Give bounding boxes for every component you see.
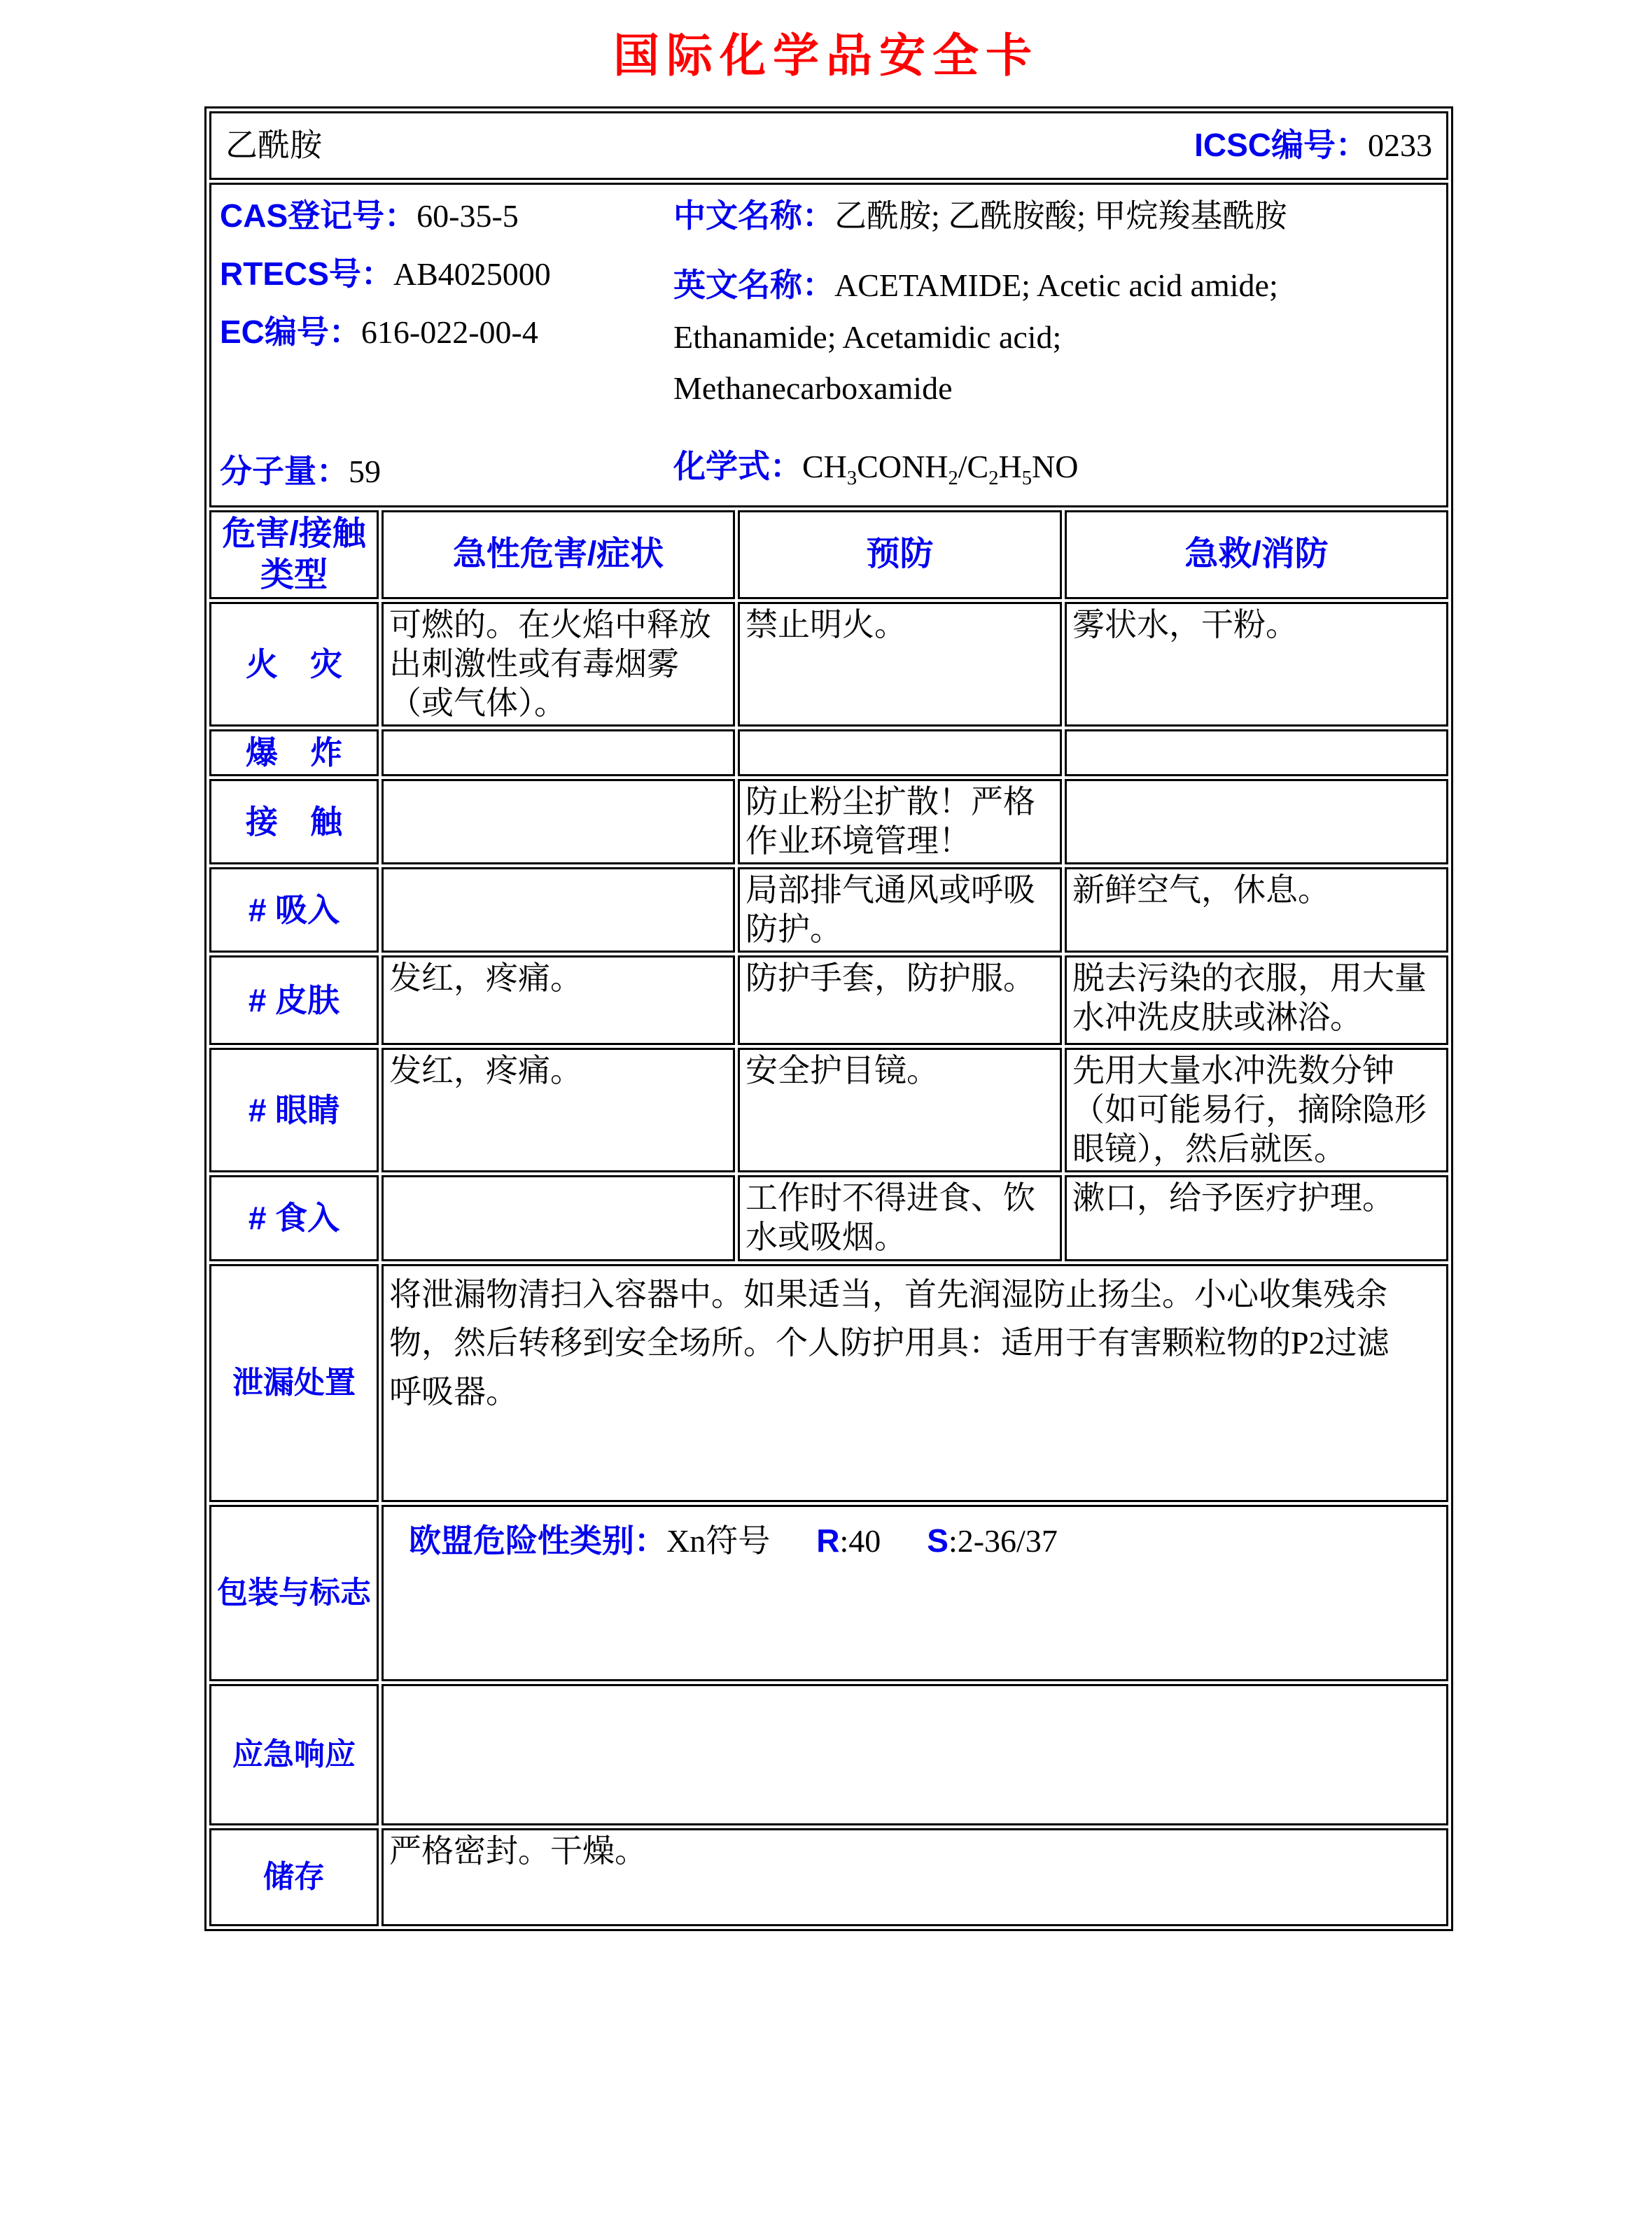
hazard-header-type: 危害/接触类型 [209, 510, 379, 599]
ingestion-firstaid-cell: 漱口，给予医疗护理。 [1065, 1175, 1448, 1261]
hazard-row-skin [209, 955, 1448, 1045]
storage-section-content-cell: 严格密封。干燥。 [382, 1828, 1448, 1926]
card-header-cell [209, 111, 1448, 180]
contact-prevention-cell: 防止粉尘扩散！严格作业环境管理！ [738, 779, 1062, 864]
ingestion-symptoms-cell [382, 1175, 735, 1261]
icsc-card [204, 106, 1445, 1931]
hazard-row-ingestion [209, 1175, 1448, 1261]
fire-symptoms-cell: 可燃的。在火焰中释放出刺激性或有毒烟雾（或气体）。 [382, 602, 735, 727]
skin-prevention-cell: 防护手套，防护服。 [738, 955, 1062, 1045]
contact-symptoms-cell [382, 779, 735, 864]
hazard-header-firstaid: 急救/消防 [1065, 510, 1448, 599]
english-name-label: 英文名称： [673, 267, 834, 304]
explosion-type-cell: 爆 炸 [209, 729, 379, 776]
chinese-name-value: 乙酰胺; 乙酰胺酸; 甲烷羧基酰胺 [834, 198, 1287, 234]
spill-section-content: 将泄漏物清扫入容器中。如果适当，首先润湿防止扬尘。小心收集残余物，然后转移到安全场所。个人防护用具：适用于有害颗粒物的P2过滤呼吸器。 [389, 1276, 1390, 1410]
identifiers-row [209, 183, 1448, 507]
english-name-line [673, 260, 1307, 414]
eyes-prevention-cell: 安全护目镜。 [738, 1048, 1062, 1172]
explosion-prevention-cell [738, 729, 1062, 776]
eu-hazard-class-line [389, 1508, 1441, 1561]
identifiers-left-column [220, 196, 673, 498]
hazard-header-row [209, 510, 1448, 599]
substance-name: 乙酰胺 [225, 127, 322, 163]
cas-value: 60-35-5 [416, 198, 519, 234]
packaging-section-row [209, 1505, 1448, 1681]
spill-section-content-cell [382, 1264, 1448, 1502]
inhalation-symptoms-cell [382, 867, 735, 953]
hazard-row-eyes [209, 1048, 1448, 1172]
inhalation-firstaid-cell: 新鲜空气，休息。 [1065, 867, 1448, 953]
eu-hazard-class-value: Xn符号 [666, 1522, 771, 1559]
emergency-section-label: 应急响应 [209, 1684, 379, 1825]
emergency-section-content-cell [382, 1684, 1448, 1825]
rtecs-line [220, 254, 673, 294]
eu-hazard-class-label: 欧盟危险性类别： [409, 1522, 666, 1559]
r-phrase-value: :40 [839, 1522, 881, 1559]
chinese-name-line [673, 196, 1438, 236]
formula-value: $CH_3CONH_2/C_2H_5NO$ [802, 449, 1079, 490]
spill-section-row [209, 1264, 1448, 1502]
hazard-row-contact [209, 779, 1448, 864]
emergency-section-row [209, 1684, 1448, 1825]
card-header-row [209, 111, 1448, 180]
formula-line [673, 447, 1438, 491]
eyes-type-cell: # 眼睛 [209, 1048, 379, 1172]
inhalation-prevention-cell: 局部排气通风或呼吸防护。 [738, 867, 1062, 953]
skin-symptoms-cell: 发红，疼痛。 [382, 955, 735, 1045]
cas-label: CAS登记号： [220, 197, 417, 234]
skin-firstaid-cell: 脱去污染的衣服，用大量水冲洗皮肤或淋浴。 [1065, 955, 1448, 1045]
molecular-weight-value: 59 [349, 453, 381, 489]
eyes-firstaid-cell: 先用大量水冲洗数分钟（如可能易行，摘除隐形眼镜），然后就医。 [1065, 1048, 1448, 1172]
hazard-row-inhalation [209, 867, 1448, 953]
contact-firstaid-cell [1065, 779, 1448, 864]
packaging-section-content-cell [382, 1505, 1448, 1681]
ingestion-type-cell: # 食入 [209, 1175, 379, 1261]
ec-label: EC编号： [220, 314, 361, 351]
hazard-header-symptoms: 急性危害/症状 [382, 510, 735, 599]
identifiers-cell [209, 183, 1448, 507]
rtecs-label: RTECS号： [220, 255, 393, 293]
molecular-weight-label: 分子量： [220, 452, 349, 489]
fire-prevention-cell: 禁止明火。 [738, 602, 1062, 727]
explosion-symptoms-cell [382, 729, 735, 776]
packaging-section-label: 包装与标志 [209, 1505, 379, 1681]
icsc-sheet-table [204, 106, 1453, 1931]
storage-section-label: 储存 [209, 1828, 379, 1926]
explosion-firstaid-cell [1065, 729, 1448, 776]
hazard-header-prevention: 预防 [738, 510, 1062, 599]
spill-section-label: 泄漏处置 [209, 1264, 379, 1502]
page-title: 国际化学品安全卡 [613, 29, 1039, 81]
fire-type-cell: 火 灾 [209, 602, 379, 727]
identifiers-right-column [673, 196, 1438, 498]
ec-line [220, 312, 673, 352]
english-name-value: ACETAMIDE; Acetic acid amide; Ethanamide; Acetamidic acid; Methanecarboxamide [673, 267, 1278, 407]
icsc-number-value: 0233 [1368, 127, 1433, 164]
ingestion-prevention-cell: 工作时不得进食、饮水或吸烟。 [738, 1175, 1062, 1261]
hazard-row-explosion [209, 729, 1448, 776]
r-phrase-label: R [816, 1522, 840, 1559]
storage-section-row [209, 1828, 1448, 1926]
fire-firstaid-cell: 雾状水，干粉。 [1065, 602, 1448, 727]
inhalation-type-cell: # 吸入 [209, 867, 379, 953]
s-phrase-value: :2-36/37 [948, 1522, 1058, 1559]
rtecs-value: AB4025000 [393, 256, 551, 293]
molecular-weight-line [220, 451, 673, 491]
skin-type-cell: # 皮肤 [209, 955, 379, 1045]
icsc-number-group [1194, 125, 1432, 165]
contact-type-cell: 接 触 [209, 779, 379, 864]
s-phrase-label: S [927, 1522, 948, 1559]
chinese-name-label: 中文名称： [673, 197, 834, 234]
eyes-symptoms-cell: 发红，疼痛。 [382, 1048, 735, 1172]
formula-label: 化学式： [673, 448, 802, 485]
hazard-row-fire [209, 602, 1448, 727]
icsc-number-label: ICSC编号： [1194, 127, 1368, 164]
ec-value: 616-022-00-4 [360, 314, 538, 351]
cas-line [220, 196, 673, 236]
